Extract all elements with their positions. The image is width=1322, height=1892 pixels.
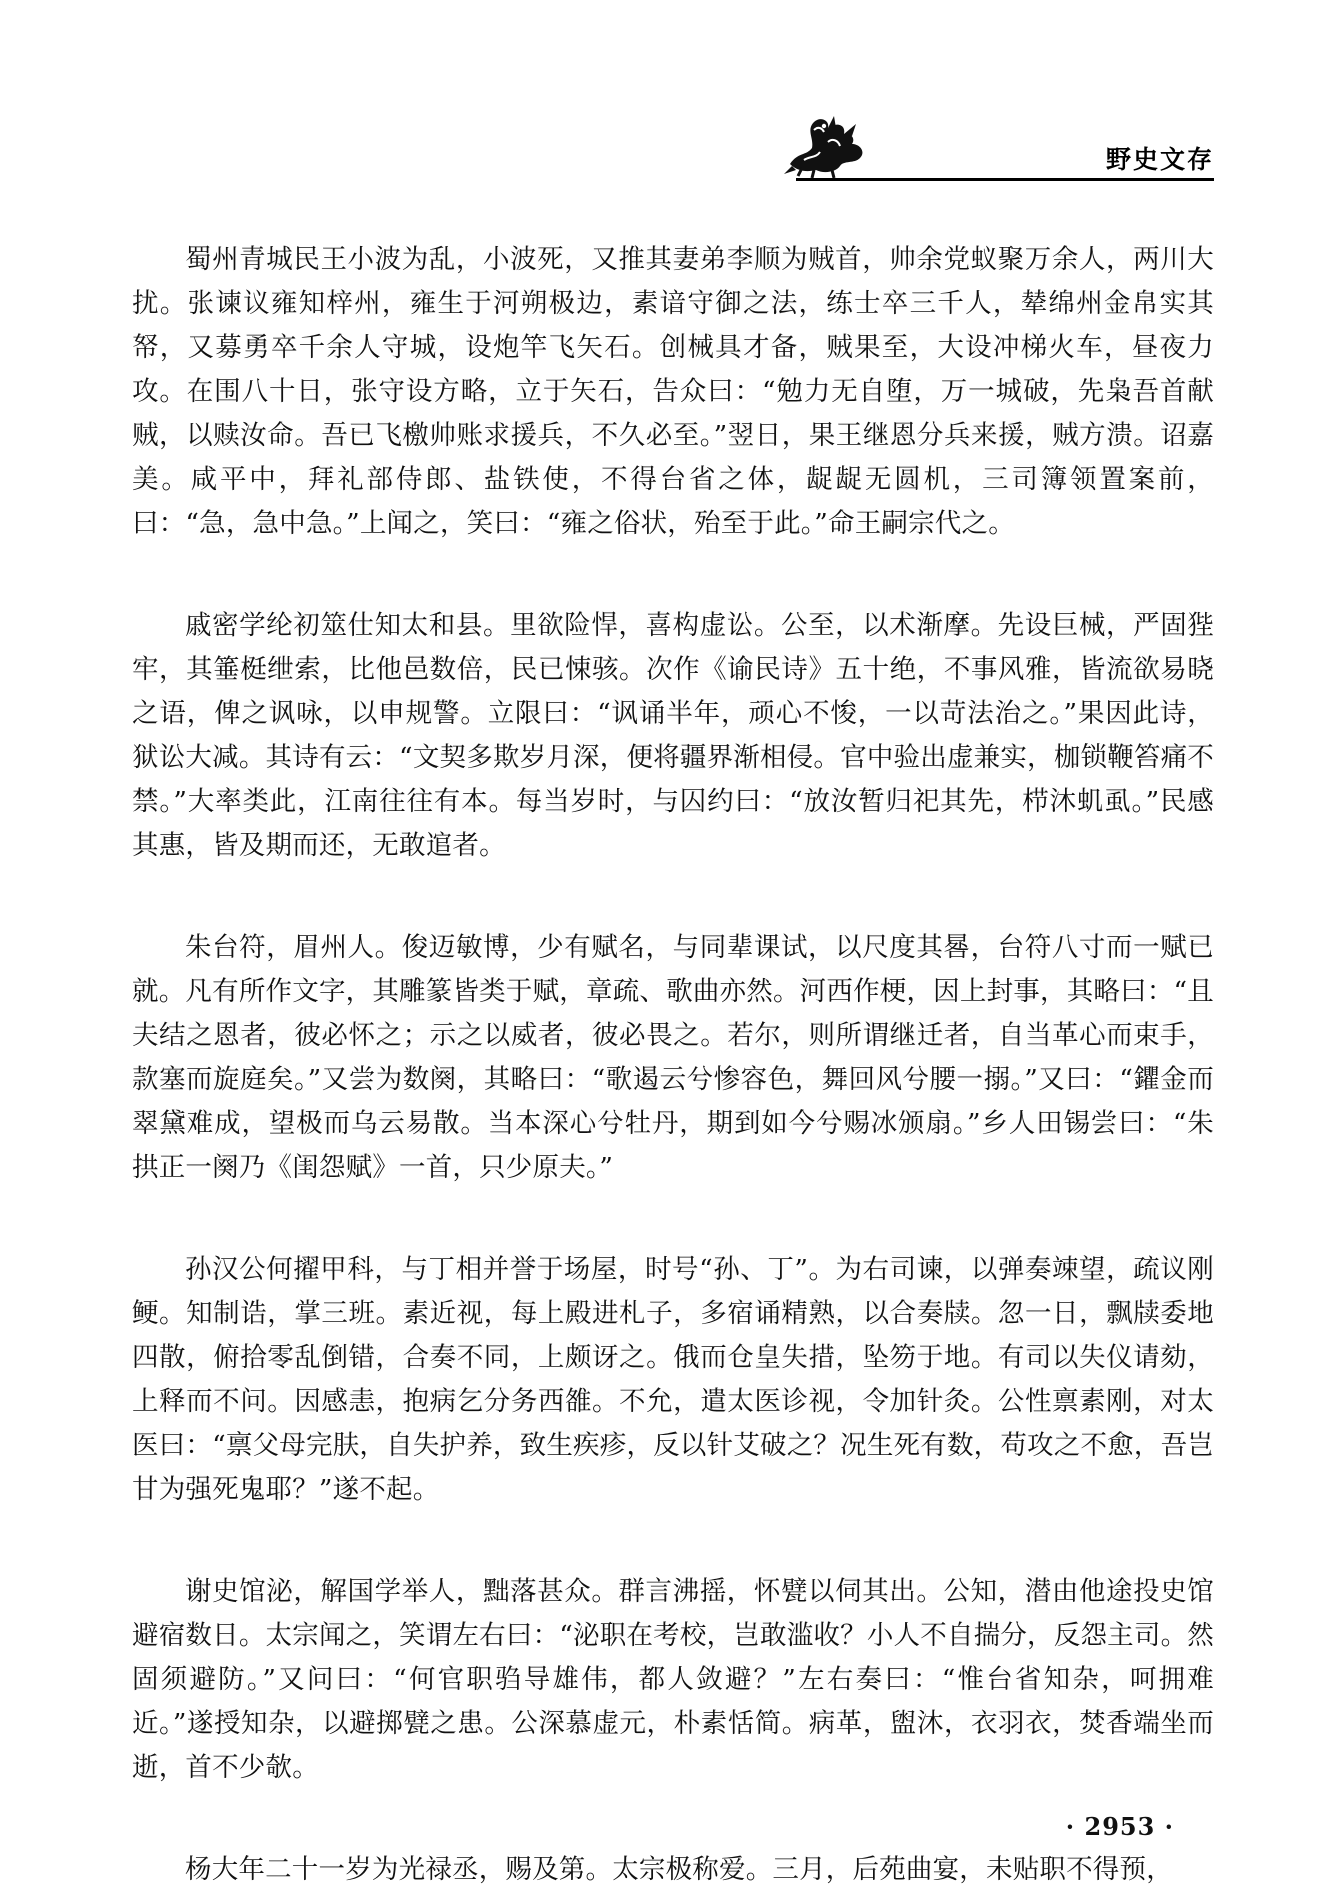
page-number: · 2953 · <box>1065 1812 1174 1841</box>
body-text <box>132 238 1214 1892</box>
paragraph: 蜀州青城民王小波为乱，小波死，又推其妻弟李顺为贼首，帅余党蚁聚万余人，两川大扰。张谏议雍知梓州，雍生于河朔极边，素谙守御之法，练士卒三千人，辇绵州金帛实其帑，又募勇卒千余人守城，设炮竿飞矢石。创械具才备，贼果至，大设冲梯火车，昼夜力攻。在围八十日，张守设方略，立于矢石，告众曰：“勉力无自堕，万一城破，先枭吾首献贼，以赎汝命。吾已飞檄帅账求援兵，不久必至。”翌日，果王继恩分兵来援，贼方溃。诏嘉美。咸平中，拜礼部侍郎、盐铁使，不得台省之体，龊龊无圆机，三司簿领置案前，曰：“急，急中急。”上闻之，笑曰：“雍之俗状，殆至于此。”命王嗣宗代之。 <box>132 244 1214 539</box>
header-rule <box>796 178 1214 181</box>
dragon-icon <box>784 112 876 178</box>
running-header <box>784 112 1214 184</box>
paragraph: 谢史馆泌，解国学举人，黜落甚众。群言沸摇，怀甓以伺其出。公知，潜由他途投史馆避宿数日。太宗闻之，笑谓左右曰：“泌职在考校，岂敢滥收？小人不自揣分，反怨主司。然固须避防。”又问曰：“何官职驺导雄伟，都人敛避？”左右奏曰：“惟台省知杂，呵拥难近。”遂授知杂，以避掷甓之患。公深慕虚元，朴素恬简。病革，盥沐，衣羽衣，焚香端坐而逝，首不少欹。 <box>132 1576 1214 1783</box>
paragraph: 朱台符，眉州人。俊迈敏博，少有赋名，与同辈课试，以尺度其晷，台符八寸而一赋已就。凡有所作文字，其雕篆皆类于赋，章疏、歌曲亦然。河西作梗，因上封事，其略曰：“且夫结之恩者，彼必怀之；示之以威者，彼必畏之。若尔，则所谓继迁者，自当革心而束手，款塞而旋庭矣。”又尝为数阕，其略曰：“歌遏云兮惨容色，舞回风兮腰一搦。”又曰：“鑺金而翠黛难成，望极而乌云易散。当本深心兮牡丹，期到如今兮赐冰颁扇。”乡人田锡尝曰：“朱拱正一阕乃《闺怨赋》一首，只少原夫。” <box>132 932 1214 1183</box>
paragraph: 杨大年二十一岁为光禄丞，赐及第。太宗极称爱。三月，后苑曲宴，未贴职不得预， <box>185 1854 1173 1885</box>
paragraph: 戚密学纶初筮仕知太和县。里欲险悍，喜构虚讼。公至，以术渐摩。先设巨械，严固狴牢，其箠梃绁索，比他邑数倍，民已悚骇。次作《谕民诗》五十绝，不事风雅，皆流欲易晓之语，俾之讽咏，以申规警。立限曰：“讽诵半年，顽心不悛，一以苛法治之。”果因此诗，狱讼大减。其诗有云：“文契多欺岁月深，便将疆界渐相侵。官中验出虚兼实，枷锁鞭笞痛不禁。”大率类此，江南往往有本。每当岁时，与囚约曰：“放汝暂归祀其先，栉沐虮虱。”民感其惠，皆及期而还，无敢逭者。 <box>132 610 1214 861</box>
paragraph: 孙汉公何擢甲科，与丁相并誉于场屋，时号“孙、丁”。为右司谏，以弹奏竦望，疏议刚鲠。知制诰，掌三班。素近视，每上殿进札子，多宿诵精熟，以合奏牍。忽一日，飘牍委地四散，俯拾零乱倒错，合奏不同，上颇讶之。俄而仓皇失措，坠笏于地。有司以失仪请劾，上释而不问。因感恚，抱病乞分务西雒。不允，遣太医诊视，令加针灸。公性禀素刚，对太医曰：“禀父母完肤，自失护养，致生疾疹，反以针艾破之？况生死有数，苟攻之不愈，吾岂甘为强死鬼耶？”遂不起。 <box>132 1254 1214 1505</box>
book-title: 野史文存 <box>1105 145 1214 174</box>
